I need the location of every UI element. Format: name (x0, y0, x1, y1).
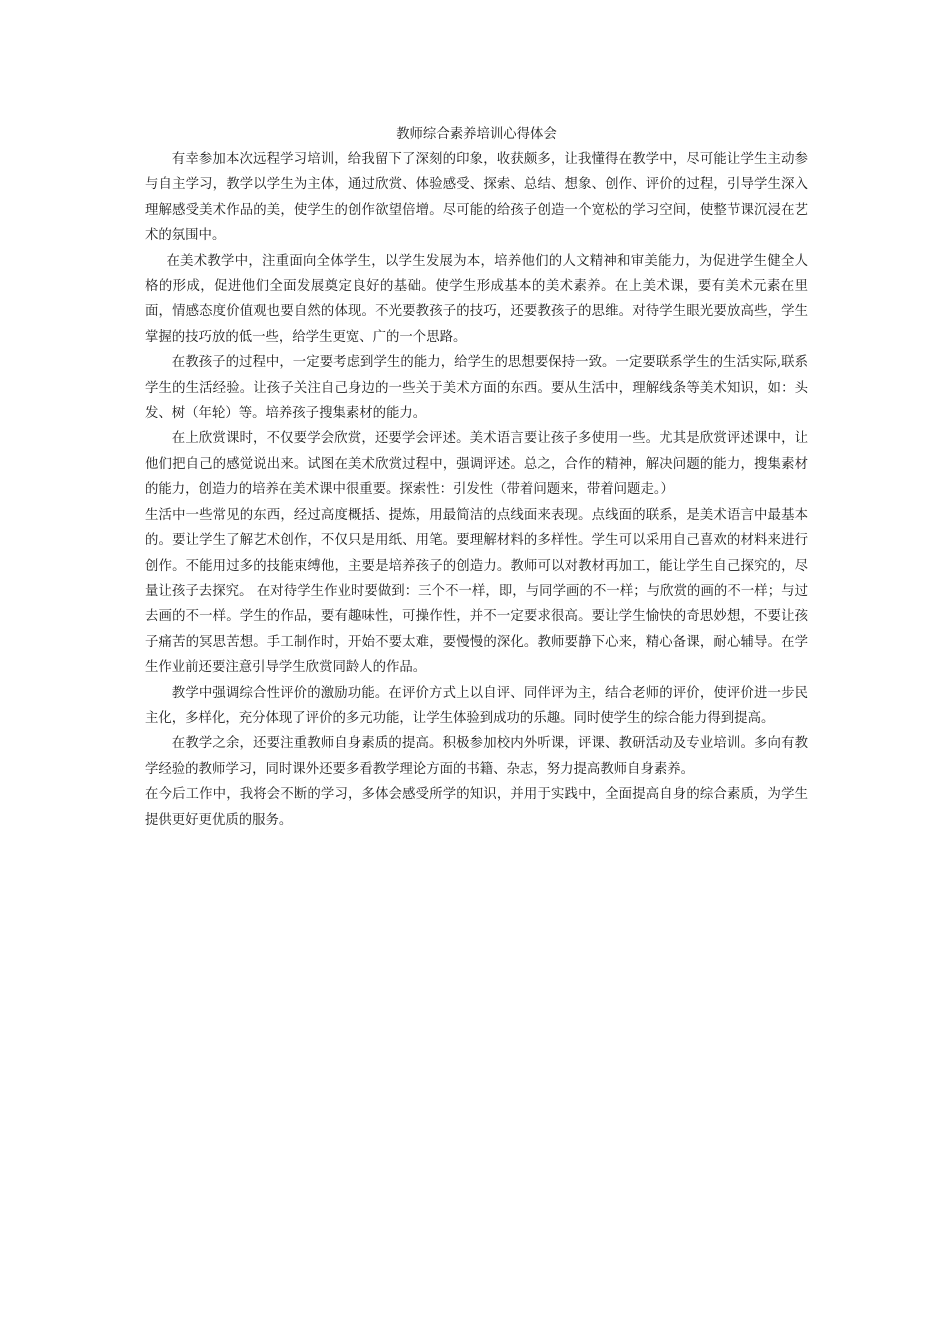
paragraph-2: 在美术教学中，注重面向全体学生，以学生发展为本，培养他们的人文精神和审美能力，为促进学生健全人格的形成，促进他们全面发展奠定良好的基础。使学生形成基本的美术素养。在上美术课，要有美术元素在里面，情感态度价值观也要自然的体现。不光要教孩子的技巧，还要教孩子的思维。对待学生眼光要放高些，学生掌握的技巧放的低一些，给学生更宽、广的一个思路。 (145, 253, 808, 345)
document-body (145, 122, 808, 833)
document-title: 教师综合素养培训心得体会 (396, 127, 557, 142)
paragraph-7: 在教学之余，还要注重教师自身素质的提高。积极参加校内外听课，评课、教研活动及专业培训。多向有教学经验的教师学习，同时课外还要多看教学理论方面的书籍、杂志，努力提高教师自身素养。 (145, 736, 808, 777)
paragraph-8: 在今后工作中，我将会不断的学习，多体会感受所学的知识，并用于实践中，全面提高自身的综合素质，为学生提供更好更优质的服务。 (145, 787, 808, 828)
paragraph-5: 生活中一些常见的东西，经过高度概括、提炼，用最简洁的点线面来表现。点线面的联系，是美术语言中最基本的。要让学生了解艺术创作，不仅只是用纸、用笔。要理解材料的多样性。学生可以采用自己喜欢的材料来进行创作。不能用过多的技能束缚他，主要是培养孩子的创造力。教师可以对教材再加工，能让学生自己探究的，尽量让孩子去探究。 在对待学生作业时要做到：三个不一样，即，与同学画的不一样；与欣赏的画的不一样；与过去画的不一样。学生的作品，要有趣味性，可操作性，并不一定要求很高。要让学生愉快的奇思妙想，不要让孩子痛苦的冥思苦想。手工制作时，开始不要太难，要慢慢的深化。教师要静下心来，精心备课，耐心辅导。在学生作业前还要注意引导学生欣赏同龄人的作品。 (145, 507, 808, 676)
paragraph-3: 在教孩子的过程中，一定要考虑到学生的能力，给学生的思想要保持一致。一定要联系学生的生活实际,联系学生的生活经验。让孩子关注自己身边的一些关于美术方面的东西。要从生活中，理解线条等美术知识，如：头发、树（年轮）等。培养孩子搜集素材的能力。 (145, 355, 808, 422)
paragraph-4: 在上欣赏课时，不仅要学会欣赏，还要学会评述。美术语言要让孩子多使用一些。尤其是欣赏评述课中，让他们把自己的感觉说出来。试图在美术欣赏过程中，强调评述。总之，合作的精神，解决问题的能力，搜集素材的能力，创造力的培养在美术课中很重要。探索性：引发性（带着问题来，带着问题走。） (145, 431, 808, 498)
paragraph-1: 有幸参加本次远程学习培训，给我留下了深刻的印象，收获颇多，让我懂得在教学中，尽可能让学生主动参与自主学习，教学以学生为主体，通过欣赏、体验感受、探索、总结、想象、创作、评价的过程，引导学生深入理解感受美术作品的美，使学生的创作欲望倍增。尽可能的给孩子创造一个宽松的学习空间，使整节课沉浸在艺术的氛围中。 (145, 152, 808, 244)
paragraph-6: 教学中强调综合性评价的激励功能。在评价方式上以自评、同伴评为主，结合老师的评价，使评价进一步民主化，多样化，充分体现了评价的多元功能，让学生体验到成功的乐趣。同时使学生的综合能力得到提高。 (145, 685, 808, 726)
